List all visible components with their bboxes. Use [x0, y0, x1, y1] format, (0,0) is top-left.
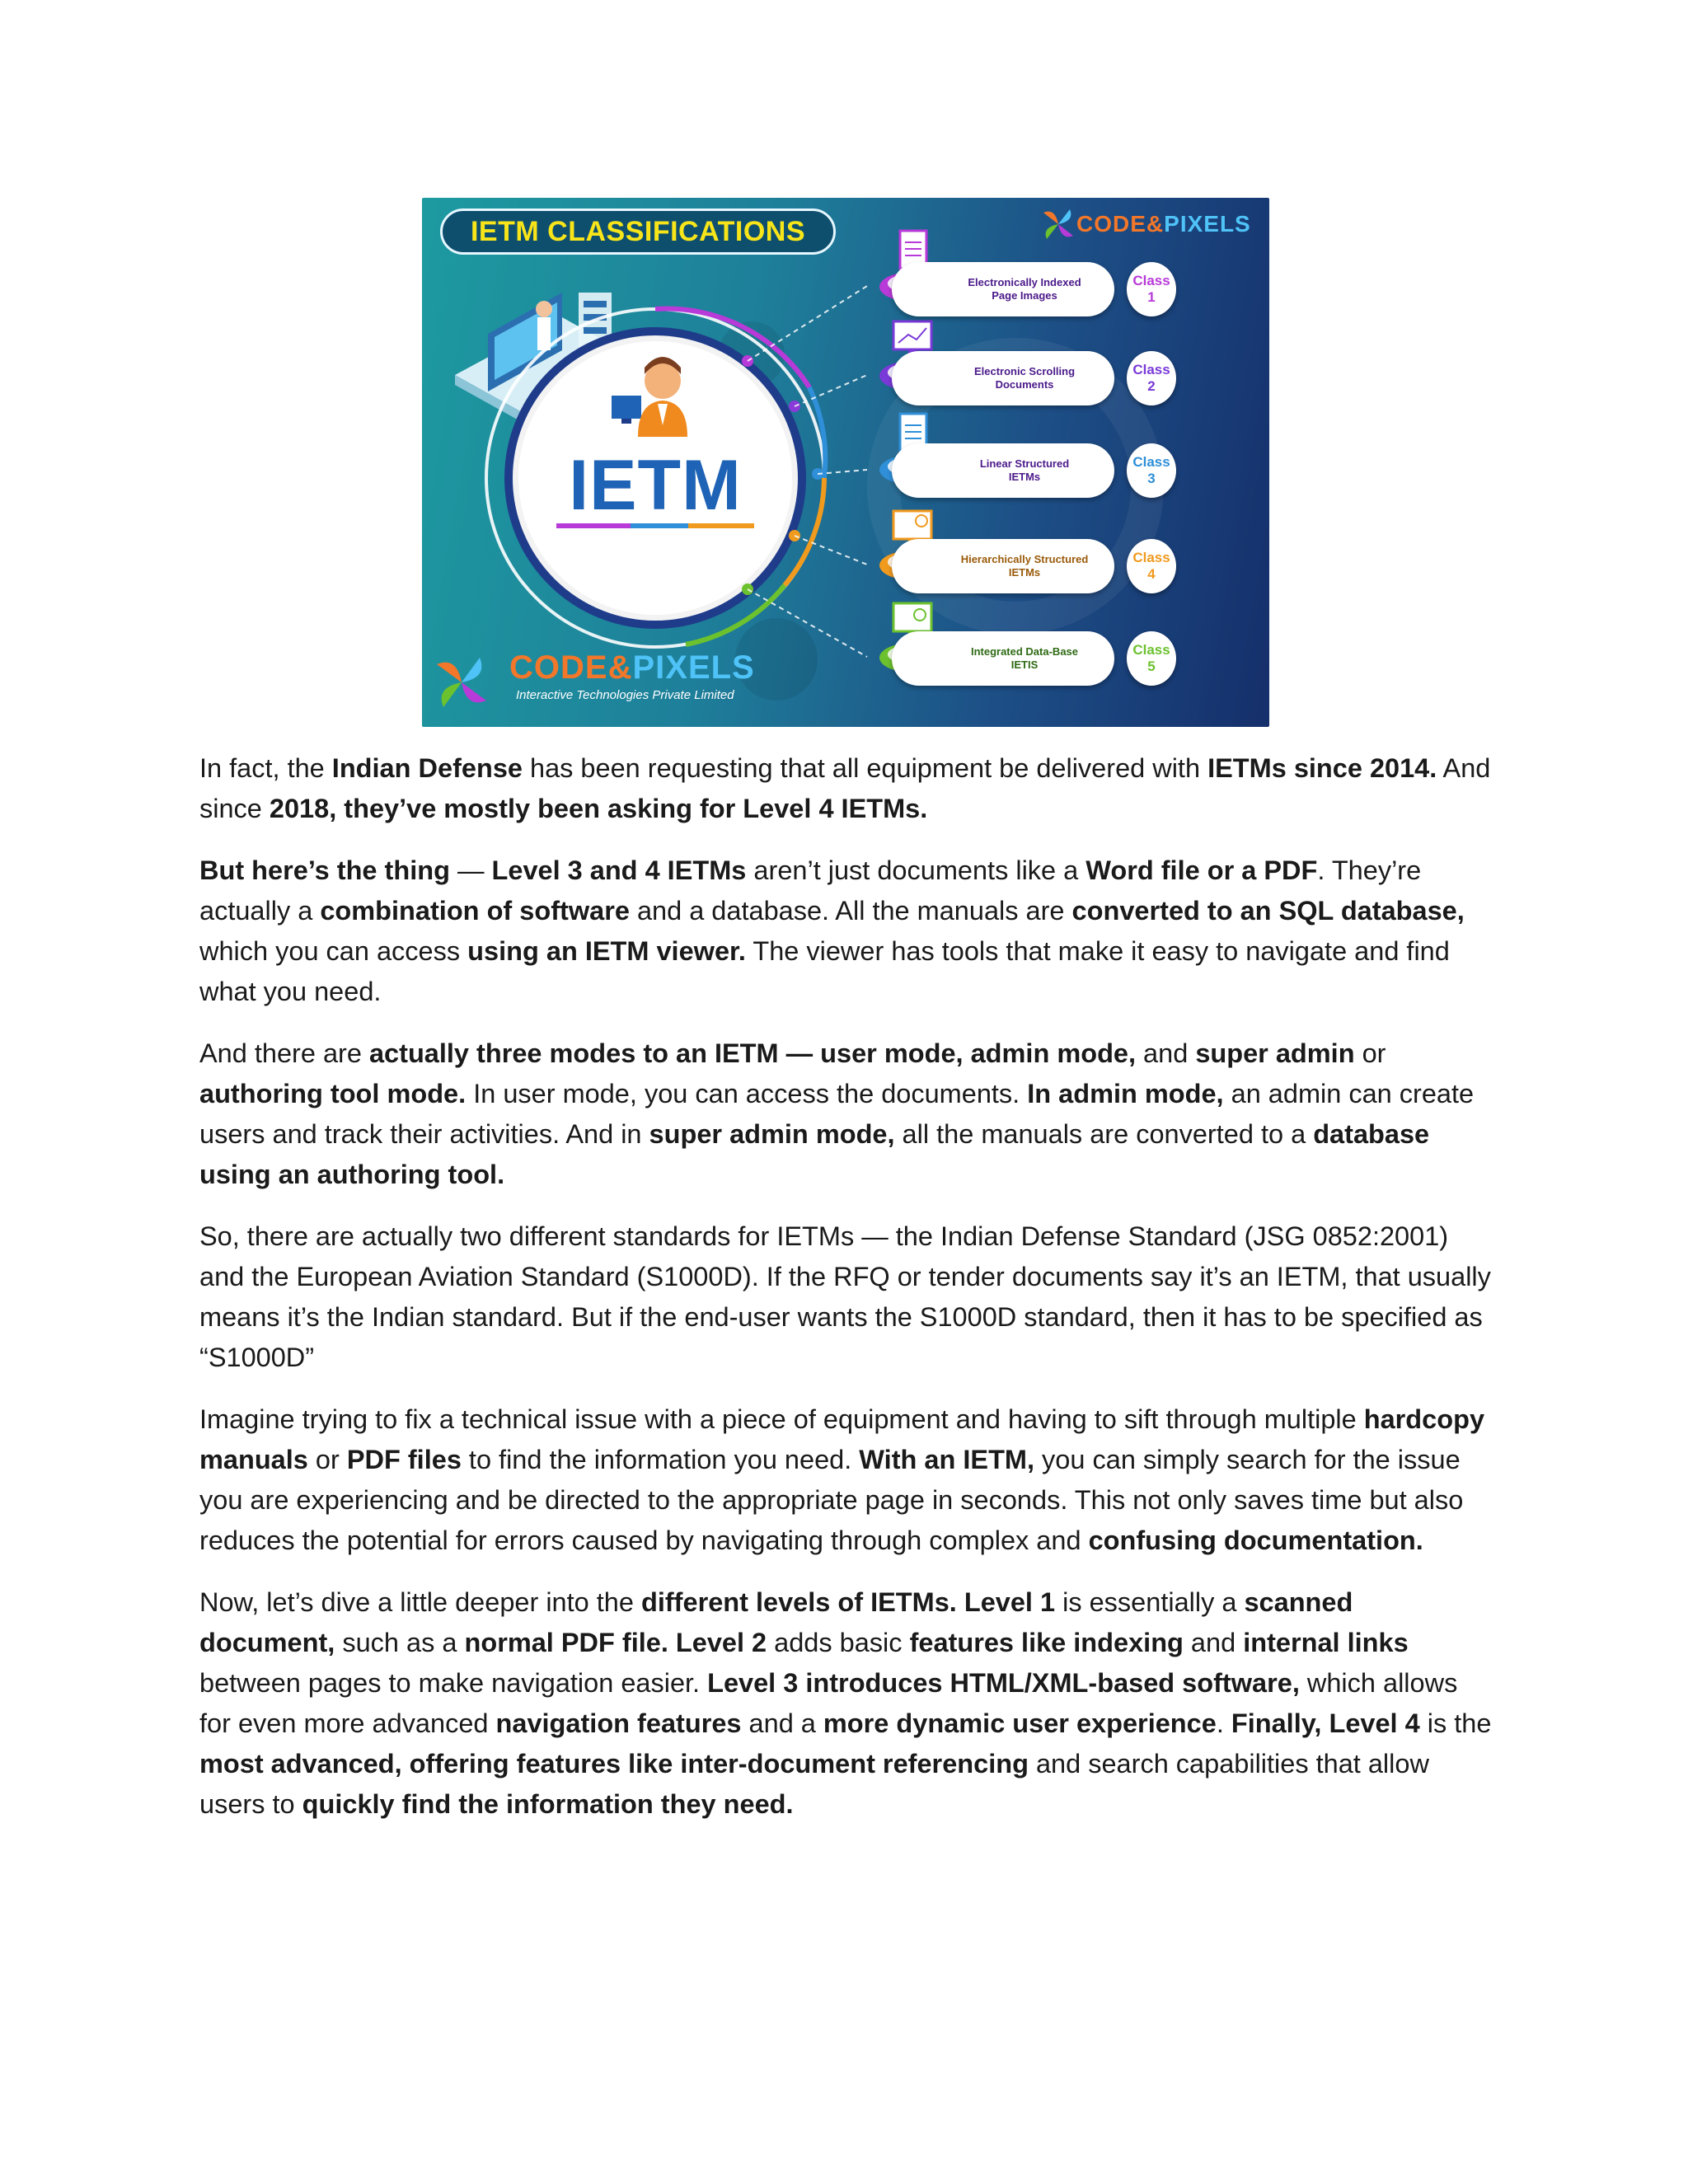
text-run: an admin can create users and track their activities. And in: [199, 1079, 1475, 1149]
paragraph-3: [199, 1033, 1495, 1195]
paragraph-4: [199, 1216, 1495, 1378]
bold-text: PDF files: [346, 1445, 462, 1474]
brand-amp-text: &: [1146, 211, 1165, 237]
paragraph-2: [199, 851, 1495, 1012]
bold-text: actually three modes to an IETM — user mode, admin mode,: [368, 1038, 1137, 1068]
infographic-title: IETM CLASSIFICATIONS: [440, 209, 836, 255]
bold-text: different levels of IETMs. Level 1: [640, 1587, 1056, 1617]
text-run: .: [1216, 1708, 1231, 1738]
class-5-label: [892, 631, 1114, 686]
text-run: In user mode, you can access the documents.: [466, 1079, 1028, 1108]
brand-tagline: Interactive Technologies Private Limited: [516, 688, 734, 702]
text-run: is essentially a: [1055, 1587, 1245, 1617]
text-run: you can simply search for the issue you are experiencing and be directed to the appropriate page in seconds. This not only saves time but also reduces the potential for errors caused by navigating through complex and: [199, 1445, 1464, 1555]
text-run: or: [307, 1445, 347, 1474]
text-run: . They’re actually a: [199, 855, 1422, 926]
ietm-center-label: IETM: [569, 446, 742, 525]
bold-text: converted to an SQL database,: [1071, 896, 1465, 926]
bold-text: super admin mode,: [649, 1119, 895, 1149]
brand-pixels-text-bottom: PIXELS: [632, 649, 755, 686]
class-4-line1: Hierarchically Structured: [960, 553, 1089, 565]
text-run: And there are: [199, 1038, 369, 1068]
class-3-label: [892, 443, 1114, 498]
class-2-line2: Documents: [995, 378, 1054, 391]
bold-text: scanned document,: [199, 1587, 1353, 1657]
text-run: and: [1136, 1038, 1196, 1068]
class-4-badge-number: 4: [1147, 566, 1156, 582]
class-1-badge: [1127, 262, 1176, 316]
class-3-line2: IETMs: [1008, 471, 1041, 483]
class-5-badge: [1127, 631, 1176, 686]
bold-text: Finally, Level 4: [1231, 1708, 1420, 1738]
brand-logo-top: [1048, 203, 1251, 246]
class-3-line1: Linear Structured: [979, 457, 1070, 470]
bold-text: internal links: [1243, 1628, 1409, 1657]
class-4-line2: IETMs: [1008, 566, 1041, 579]
bold-text: confusing documentation.: [1088, 1526, 1423, 1555]
bold-text: But here’s the thing: [199, 855, 450, 885]
bold-text: most advanced, offering features like inter-document referencing: [199, 1749, 1029, 1779]
text-run: to find the information you need.: [461, 1445, 860, 1474]
class-3-badge-word: Class: [1132, 454, 1170, 470]
class-5-badge-number: 5: [1147, 658, 1156, 674]
bold-text: 2018, they’ve mostly been asking for Level 4 IETMs.: [269, 794, 928, 823]
class-5-line2: IETIS: [1010, 658, 1039, 671]
bold-text: With an IETM,: [859, 1445, 1035, 1474]
bold-text: authoring tool mode.: [199, 1079, 467, 1108]
bold-text: features like indexing: [909, 1628, 1184, 1657]
class-2-line1: Electronic Scrolling: [973, 365, 1076, 377]
bold-text: In admin mode,: [1027, 1079, 1224, 1108]
brand-amp-text-bottom: &: [607, 649, 633, 686]
class-1-badge-number: 1: [1147, 289, 1156, 305]
brand-pixels-text: PIXELS: [1164, 211, 1251, 237]
class-2-badge: [1127, 351, 1176, 405]
class-1-line2: Page Images: [992, 289, 1057, 302]
brand-code-text: CODE: [1076, 211, 1146, 237]
text-run: and search capabilities that allow users to: [199, 1749, 1429, 1819]
bold-text: Word file or a PDF: [1085, 855, 1318, 885]
text-run: —: [449, 855, 492, 885]
text-run: and a: [741, 1708, 823, 1738]
class-2-label: [892, 351, 1114, 405]
class-5-line1: Integrated Data-Base: [970, 645, 1079, 658]
class-3-badge-number: 3: [1147, 471, 1156, 486]
bold-text: using an IETM viewer.: [467, 936, 746, 966]
class-3-badge: [1127, 443, 1176, 498]
class-4-badge-word: Class: [1132, 550, 1170, 565]
text-run: The viewer has tools that make it easy to navigate and find what you need.: [199, 936, 1450, 1006]
bold-text: combination of software: [320, 896, 630, 926]
text-run: which allows for even more advanced: [199, 1668, 1458, 1738]
bold-text: Indian Defense: [331, 753, 523, 783]
text-run: and: [1183, 1628, 1244, 1657]
class-4-badge: [1127, 539, 1176, 593]
text-run: all the manuals are converted to a: [894, 1119, 1314, 1149]
class-1-label: [892, 262, 1114, 316]
class-4-label: [892, 539, 1114, 593]
ietm-classifications-infographic: [422, 198, 1269, 727]
text-run: So, there are actually two different standards for IETMs — the Indian Defense Standard (JSG 0852:2001) and the European Aviation Standard (S1000D). If the RFQ or tender documents say it’s an IETM, that usually means it’s the Indian standard. But if the end-user wants the S1000D standard, then it has to be specified as “S1000D”: [199, 1221, 1491, 1372]
text-run: between pages to make navigation easier.: [199, 1668, 708, 1698]
text-run: In fact, the: [199, 753, 332, 783]
text-run: has been requesting that all equipment be delivered with: [522, 753, 1208, 783]
brand-logo-bottom: [427, 649, 755, 702]
brand-code-text-bottom: CODE: [509, 649, 608, 686]
text-run: which you can access: [199, 936, 468, 966]
bold-text: Level 3 and 4 IETMs: [491, 855, 747, 885]
class-1-badge-word: Class: [1132, 273, 1170, 288]
bold-text: navigation features: [495, 1708, 742, 1738]
bold-text: super admin: [1195, 1038, 1355, 1068]
bold-text: Level 3 introduces HTML/XML-based software,: [707, 1668, 1300, 1698]
class-5-badge-word: Class: [1132, 642, 1170, 658]
text-run: And since: [199, 753, 1491, 823]
bold-text: normal PDF file. Level 2: [464, 1628, 767, 1657]
text-run: or: [1354, 1038, 1386, 1068]
class-2-badge-word: Class: [1132, 362, 1170, 377]
paragraph-6: [199, 1582, 1495, 1825]
text-run: Imagine trying to fix a technical issue with a piece of equipment and having to sift through multiple: [199, 1404, 1364, 1434]
bold-text: hardcopy manuals: [199, 1404, 1485, 1474]
bold-text: quickly find the information they need.: [302, 1789, 794, 1819]
paragraph-5: [199, 1399, 1495, 1561]
text-run: Now, let’s dive a little deeper into the: [199, 1587, 641, 1617]
text-run: is the: [1419, 1708, 1492, 1738]
bold-text: database using an authoring tool.: [199, 1119, 1430, 1189]
paragraph-1: [199, 748, 1495, 829]
class-1-line1: Electronically Indexed: [968, 276, 1081, 288]
text-run: adds basic: [767, 1628, 910, 1657]
text-run: and a database. All the manuals are: [629, 896, 1072, 926]
text-run: such as a: [335, 1628, 465, 1657]
bold-text: more dynamic user experience: [823, 1708, 1217, 1738]
article-body: [199, 748, 1495, 1846]
class-2-badge-number: 2: [1147, 378, 1156, 394]
bold-text: IETMs since 2014.: [1207, 753, 1437, 783]
text-run: aren’t just documents like a: [746, 855, 1086, 885]
